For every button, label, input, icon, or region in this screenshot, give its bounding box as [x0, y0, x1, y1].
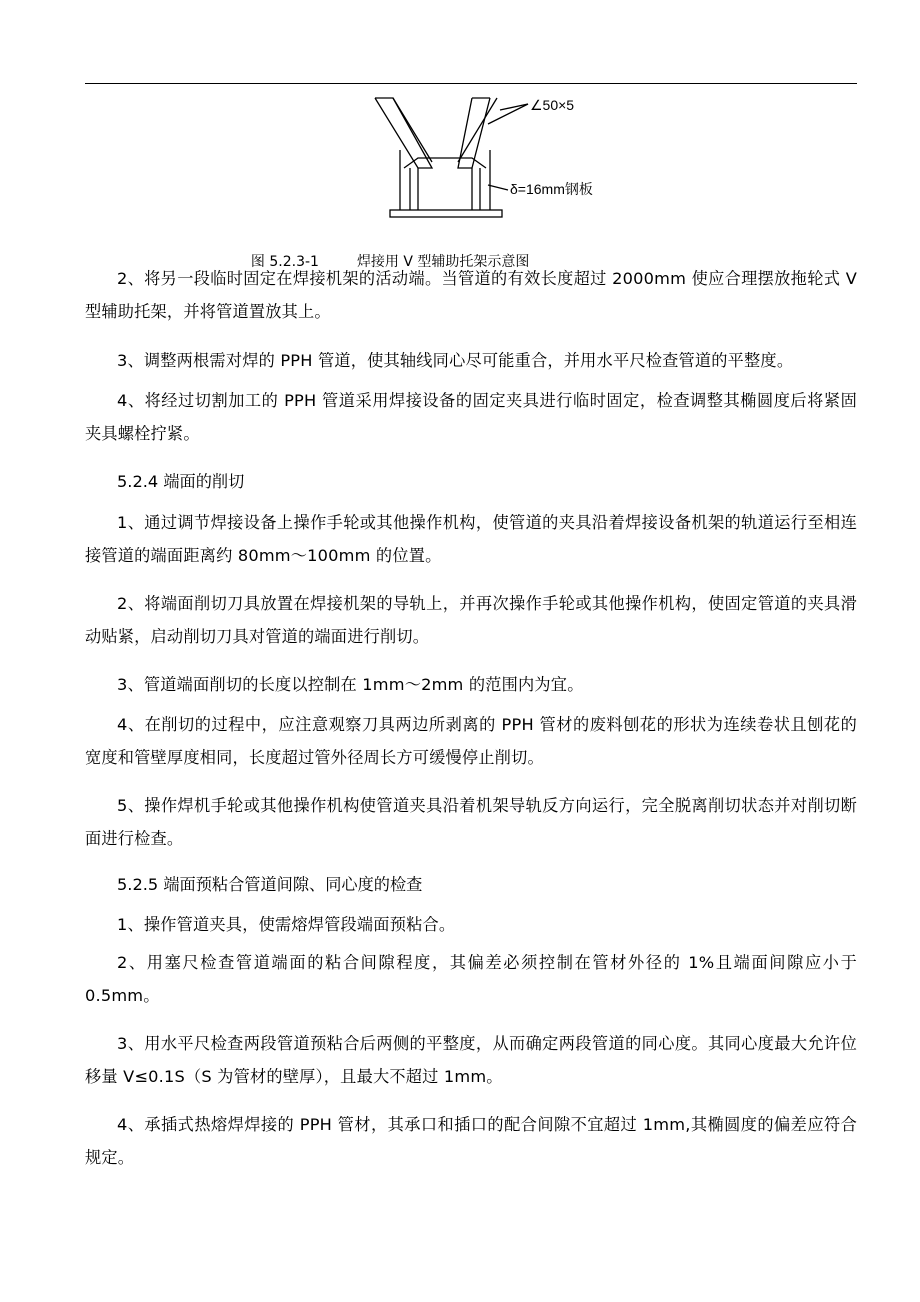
plate-label: δ=16mm钢板 — [510, 181, 593, 197]
section-524-item-5: 5、操作焊机手轮或其他操作机构使管道夹具沿着机架导轨反方向运行，完全脱离削切状态并对削切断面进行检查。 — [85, 796, 857, 848]
paragraph-4: 4、将经过切割加工的 PPH 管道采用焊接设备的固定夹具进行临时固定，检查调整其椭圆度后将紧固夹具螺栓拧紧。 — [85, 391, 857, 443]
angle-label: ∠50×5 — [530, 97, 575, 113]
section-524-item-2: 2、将端面削切刀具放置在焊接机架的导轨上，并再次操作手轮或其他操作机构，使固定管道的夹具滑动贴紧，启动削切刀具对管道的端面进行削切。 — [85, 594, 857, 646]
section-heading-5-2-4: 5.2.4 端面的削切 — [117, 472, 245, 491]
section-525-item-4: 4、承插式热熔焊焊接的 PPH 管材，其承口和插口的配合间隙不宜超过 1mm,其椭圆度的偏差应符合规定。 — [85, 1115, 857, 1167]
section-525-item-2: 2、用塞尺检查管道端面的粘合间隙程度，其偏差必须控制在管材外径的 1%且端面间隙应小于 0.5mm。 — [85, 953, 857, 1005]
paragraph-3: 3、调整两根需对焊的 PPH 管道，使其轴线同心尽可能重合，并用水平尺检查管道的平整度。 — [117, 351, 794, 370]
section-524-item-4: 4、在削切的过程中，应注意观察刀具两边所剥离的 PPH 管材的废料刨花的形状为连续卷状且刨花的宽度和管壁厚度相同，长度超过管外径周长方可缓慢停止削切。 — [85, 715, 857, 767]
v-support-diagram — [360, 92, 620, 227]
section-525-item-3: 3、用水平尺检查两段管道预粘合后两侧的平整度，从而确定两段管道的同心度。其同心度最大允许位移量 V≤0.1S（S 为管材的壁厚），且最大不超过 1mm。 — [85, 1034, 857, 1086]
caption-text: 焊接用 V 型辅助托架示意图 — [356, 254, 530, 270]
header-rule — [85, 83, 857, 84]
base-plate — [390, 210, 502, 217]
section-heading-5-2-5: 5.2.5 端面预粘合管道间隙、同心度的检查 — [117, 875, 423, 894]
caption-number: 图 5.2.3-1 — [250, 254, 319, 270]
section-525-item-1: 1、操作管道夹具，使需熔焊管段端面预粘合。 — [117, 915, 456, 934]
section-524-item-3: 3、管道端面削切的长度以控制在 1mm～2mm 的范围内为宜。 — [117, 675, 584, 694]
section-524-item-1: 1、通过调节焊接设备上操作手轮或其他操作机构，使管道的夹具沿着焊接设备机架的轨道运行至相连接管道的端面距离约 80mm～100mm 的位置。 — [85, 513, 857, 565]
paragraph-2: 2、将另一段临时固定在焊接机架的活动端。当管道的有效长度超过 2000mm 使应合理摆放拖轮式 V 型辅助托架，并将管道置放其上。 — [85, 269, 857, 321]
